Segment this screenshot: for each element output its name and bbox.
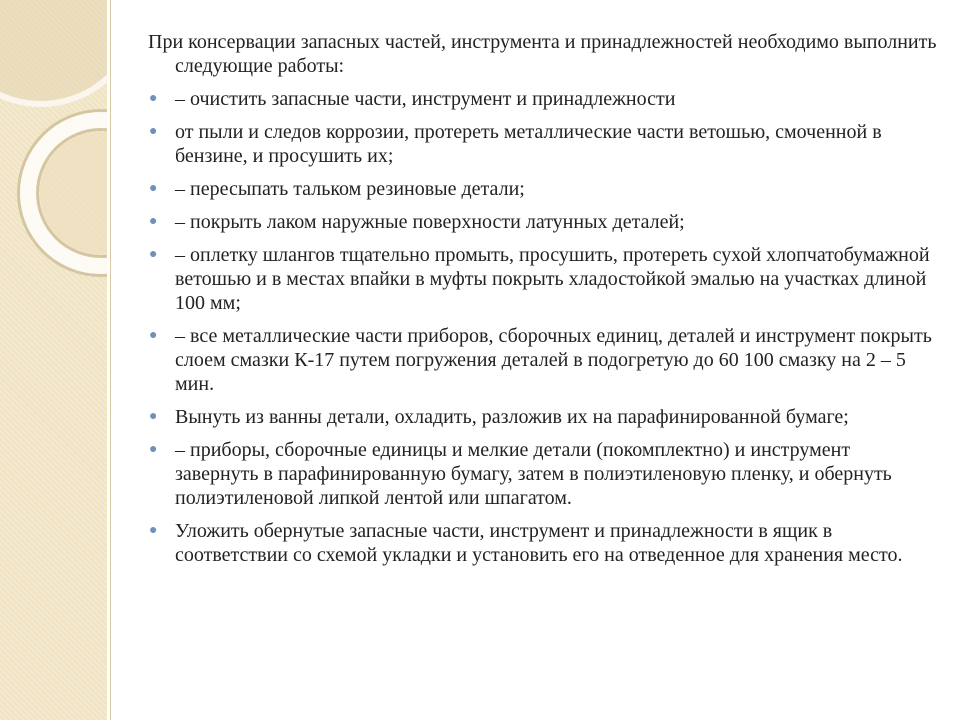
bullet-icon: ● (149, 328, 158, 343)
list-item (148, 177, 938, 201)
list-item (148, 120, 938, 168)
decorative-divider (107, 0, 110, 720)
list-item (148, 87, 938, 111)
bullet-icon: ● (149, 124, 158, 139)
list-item (148, 519, 938, 567)
list-item (148, 438, 938, 510)
decorative-side-panel (0, 0, 107, 720)
bullet-icon: ● (149, 523, 158, 538)
bullet-list (148, 87, 938, 567)
list-item-text: – оплетку шлангов тщательно промыть, просушить, протереть сухой хлопчатобумажной ветошью и в местах впайки в муфты покрыть хладостойкой эмалью на участках длиной 100 мм; (175, 244, 930, 314)
decorative-ring (20, 112, 107, 274)
bullet-icon: ● (149, 409, 158, 424)
list-item-text: – все металлические части приборов, сборочных единиц, деталей и инструмент покрыть слоем смазки К-17 путем погружения деталей в подогретую до 60 100 смазку на 2 – 5 мин. (175, 325, 932, 395)
list-item-text: – приборы, сборочные единицы и мелкие детали (покомплектно) и инструмент завернуть в парафинированную бумагу, затем в полиэтиленовую пленку, и обернуть полиэтиленовой липкой лентой или шпагатом. (175, 439, 892, 509)
bullet-icon: ● (149, 247, 158, 262)
list-item-text: – очистить запасные части, инструмент и принадлежности (175, 88, 676, 110)
list-item (148, 243, 938, 315)
list-item (148, 210, 938, 234)
list-item-text: Вынуть из ванны детали, охладить, разложив их на парафинированной бумаге; (175, 406, 849, 428)
intro-paragraph: При консервации запасных частей, инструмента и принадлежностей необходимо выполнить следующие работы: (148, 31, 937, 77)
list-item-text: – пересыпать тальком резиновые детали; (175, 178, 525, 200)
decorative-circle-top (0, 0, 107, 107)
list-item-text: – покрыть лаком наружные поверхности латунных деталей; (175, 211, 685, 233)
list-item (148, 405, 938, 429)
bullet-icon: ● (149, 181, 158, 196)
list-item-text: от пыли и следов коррозии, протереть металлические части ветошью, смоченной в бензине, и просушить их; (175, 121, 882, 167)
list-item (148, 324, 938, 396)
bullet-icon: ● (149, 442, 158, 457)
list-item-text: Уложить обернутые запасные части, инструмент и принадлежности в ящик в соответствии со схемой укладки и установить его на отведенное для хранения место. (175, 520, 903, 566)
bullet-icon: ● (149, 91, 158, 106)
bullet-icon: ● (149, 214, 158, 229)
slide-body (148, 30, 938, 576)
